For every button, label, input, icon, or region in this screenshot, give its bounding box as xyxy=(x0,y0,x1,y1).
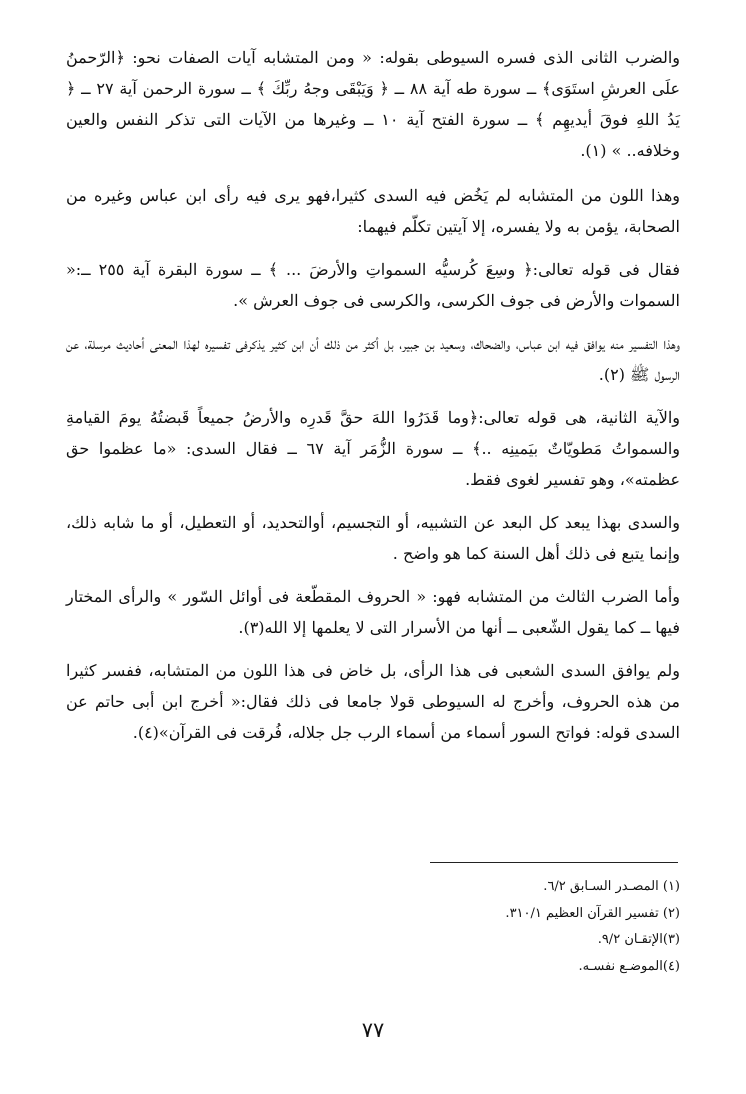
paragraph-4: وهذا التفسير منه يوافق فيه ابن عباس، والضحاك، وسعيد بن جبير، بل أكثر من ذلك أن ابن كثير يذكرفى تفسيره لهذا المعنى أحاديث مرسلة، عن الرسول ﷺ (٢). xyxy=(66,334,680,384)
paragraph-7: وأما الضرب الثالث من المتشابه فهو: « الحروف المقطّعة فى أوائل السّور » والرأى المختار فيها ــ كما يقول الشّعبى ــ أنها من الأسرار التى لا يعلمها إلا الله(٣). xyxy=(66,587,680,637)
paragraph-6: والسدى بهذا يبعد كل البعد عن التشبيه، أو التجسيم، أوالتحديد، أو التعطيل، أو ما شابه ذلك، وإنما يتبع فى ذلك أهل السنة كما هو واضح . xyxy=(66,513,681,563)
paragraph-8: ولم يوافق السدى الشعبى فى هذا الرأى، بل خاض فى هذا اللون من المتشابه، ففسر كثيرا من هذه الحروف، وأخرج له السيوطى قولا جامعا فى ذلك فقال:« أخرج ابن أبى حاتم عن السدى قوله: فواتح السور أسماء من أسماء الرب جل جلاله، فُرقت فى القرآن»(٤). xyxy=(66,661,680,742)
main-text xyxy=(66,42,680,760)
footnote-4: (٤)الموضـع نفسـه. xyxy=(578,958,680,974)
footnote-divider xyxy=(430,862,678,863)
footnotes-list xyxy=(280,874,680,980)
paragraph-3: فقال فى قوله تعالى:﴿ وسِعَ كُرسيُّه السمواتِ والأرضَ ... ﴾ ــ سورة البقرة آية ٢٥٥ ــ:« السموات والأرض فى جوف الكرسى، والكرسى فى جوف العرش ». xyxy=(66,260,681,310)
footnote-3: (٣)الإتقـان ٩/٢. xyxy=(597,932,680,947)
footnote-2: (٢) تفسير القرآن العظيم ٣١٠/١. xyxy=(505,905,680,921)
paragraph-2: وهذا اللون من المتشابه لم يَخُض فيه السدى كثيرا،فهو يرى فيه رأى ابن عباس وغيره من الصحابة، يؤمن به ولا يفسره، إلا آيتين تكلّم فيهما: xyxy=(66,186,680,236)
page-number: ٧٧ xyxy=(361,1018,385,1042)
footnote-1: (١) المصـدر السـابق ٦/٢. xyxy=(543,879,680,894)
paragraph-5: والآية الثانية، هى قوله تعالى:﴿وما قَدَرُوا اللهَ حقَّ قَدرِه والأرضُ جميعاً قَبضتُهُ يومَ القيامةِ والسمواتُ مَطويّاتٌ بيَمينِه ..﴾ ــ سورة الزُّمَر آية ٦٧ ــ فقال السدى: «ما عظموا حق عظمته»، وهو تفسير لغوى فقط. xyxy=(66,408,681,489)
paragraph-1: والضرب الثانى الذى فسره السيوطى بقوله: « ومن المتشابه آيات الصفات نحو: ﴿الرّحمنُ علَى العرشِ استَوَى﴾ ــ سورة طه آية ٨٨ ــ ﴿ وَيَبْقَى وجهُ ربِّكَ ﴾ ــ سورة الرحمن آية ٢٧ ــ ﴿ يَدُ اللهِ فوقَ أيديهِم ﴾ ــ سورة الفتح آية ١٠ ــ وغيرها من الآيات التى تذكر النفس والعين وخلافه.. » (١). xyxy=(66,48,681,160)
